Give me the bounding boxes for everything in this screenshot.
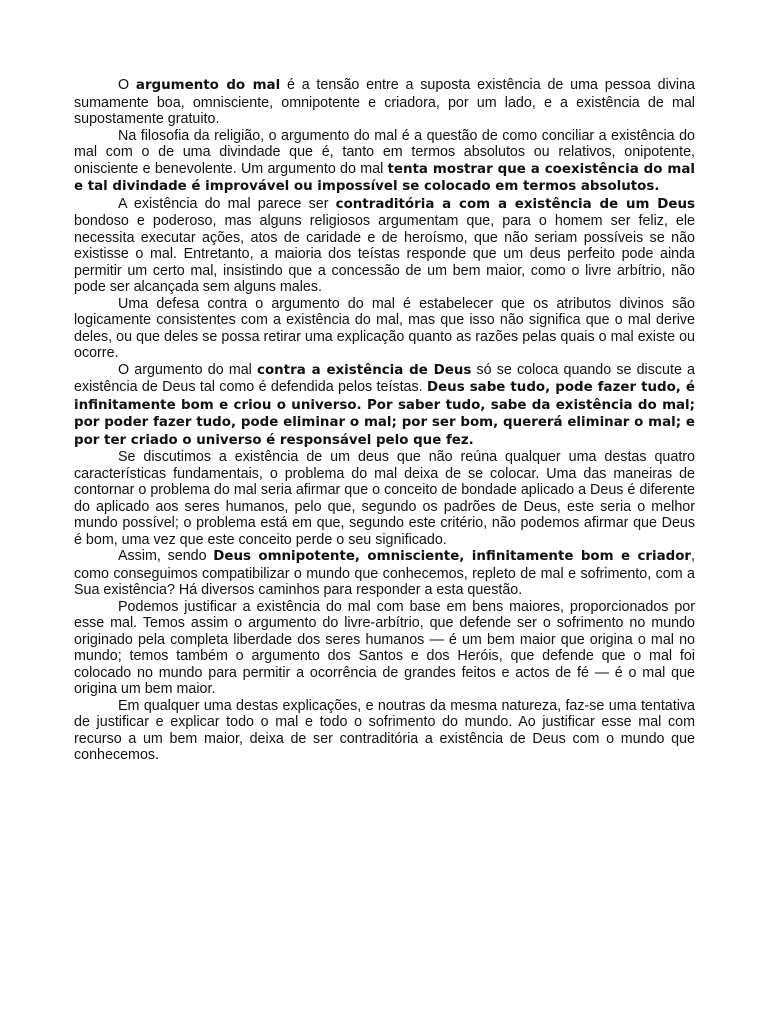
text-run: Assim, sendo bbox=[118, 548, 214, 564]
bold-text-run: contraditória a com a existência de um Deus bbox=[335, 196, 695, 212]
paragraph-8 bbox=[74, 599, 695, 698]
bold-text-run: Deus sabe tudo, pode fazer tudo, é infinitamente bom e criou o universo. Por saber tudo, sabe da existência do mal; por poder fazer tudo, pode eliminar o mal; por ser bom, quererá eliminar o mal; e por ter criado o universo é responsável pelo que fez. bbox=[74, 380, 695, 448]
paragraph-4 bbox=[74, 296, 695, 362]
text-run: Uma defesa contra o argumento do mal é estabelecer que os atributos divinos são logicamente consistentes com a existência do mal, mas que isso não significa que o mal derive deles, ou que deles se possa retirar uma explicação quanto as razões pelas quais o mal existe ou ocorre. bbox=[74, 295, 695, 361]
bold-text-run: Deus omnipotente, omnisciente, infinitamente bom e criador bbox=[213, 549, 692, 564]
text-run: Podemos justificar a existência do mal com base em bens maiores, proporcionados por esse mal. Temos assim o argumento do livre-arbítrio, que defende ser o sofrimento no mundo originado pela completa liberdade dos seres humanos — é um bem maior que origina o mal no mundo; temos também o argumento dos Santos e dos Heróis, que defende que o mal foi colocado no mundo para permitir a ocorrência de grandes feitos e actos de fé — é o mal que origina um bem maior. bbox=[74, 598, 695, 697]
paragraph-5 bbox=[74, 362, 695, 450]
text-run: Em qualquer uma destas explicações, e noutras da mesma natureza, faz-se uma tentativa de justificar e explicar todo o mal e todo o sofrimento do mundo. Ao justificar esse mal com recurso a um bem maior, deixa de ser contraditória a existência de Deus com o mundo que conhecemos. bbox=[74, 697, 695, 763]
paragraph-1 bbox=[74, 77, 695, 128]
text-run: Se discutimos a existência de um deus que não reúna qualquer uma destas quatro características fundamentais, o problema do mal deixa de se colocar. Uma das maneiras de contornar o problema do mal seria afirmar que o conceito de bondade aplicado a Deus é diferente do aplicado aos seres humanos, pelo que, segundo os padrões de Deus, este seria o melhor mundo possível; o problema está em que, segundo este critério, não podemos afirmar que Deus é bom, uma vez que este conceito perde o seu significado. bbox=[74, 449, 695, 548]
paragraph-9 bbox=[74, 698, 695, 764]
bold-text-run: argumento do mal bbox=[135, 78, 281, 93]
bold-text-run: tenta mostrar que a coexistência do mal e tal divindade é improvável ou impossível se colocado em termos absolutos. bbox=[74, 161, 695, 194]
paragraph-7 bbox=[74, 548, 695, 599]
text-run: , como conseguimos compatibilizar o mundo que conhecemos, repleto de mal e sofrimento, com a Sua existência? Há diversos caminhos para responder a esta questão. bbox=[74, 548, 695, 598]
text-run: O bbox=[118, 77, 136, 93]
text-run: bondoso e poderoso, mas alguns religiosos argumentam que, para o homem ser feliz, ele necessita executar ações, atos de caridade e de heroísmo, que não seriam possíveis se não existisse o mal. Entretanto, a maioria dos teístas responde que um deus perfeito pode ainda permitir um certo mal, insistindo que a concessão de um bem maior, como o livre arbítrio, não pode ser alcançada sem alguns males. bbox=[74, 213, 695, 295]
text-run: Na filosofia da religião, o argumento do mal é a questão de como conciliar a existência do mal com o de uma divindade que é, tanto em termos absolutos ou relativos, onipotente, onisciente e benevolente. Um argumento do mal bbox=[74, 127, 695, 177]
text-run: O argumento do mal bbox=[118, 361, 258, 378]
paragraph-3 bbox=[74, 196, 695, 296]
bold-text-run: contra a existência de Deus bbox=[257, 362, 472, 378]
document-body bbox=[74, 77, 695, 764]
text-run: só se coloca quando se discute a existência de Deus tal como é defendida pelos teístas. bbox=[74, 361, 695, 395]
paragraph-6 bbox=[74, 449, 695, 548]
text-run: é a tensão entre a suposta existência de uma pessoa divina sumamente boa, omnisciente, omnipotente e criadora, por um lado, e a existência de mal supostamente gratuito. bbox=[74, 77, 696, 127]
paragraph-2 bbox=[74, 128, 695, 196]
text-run: A existência do mal parece ser bbox=[118, 195, 336, 212]
